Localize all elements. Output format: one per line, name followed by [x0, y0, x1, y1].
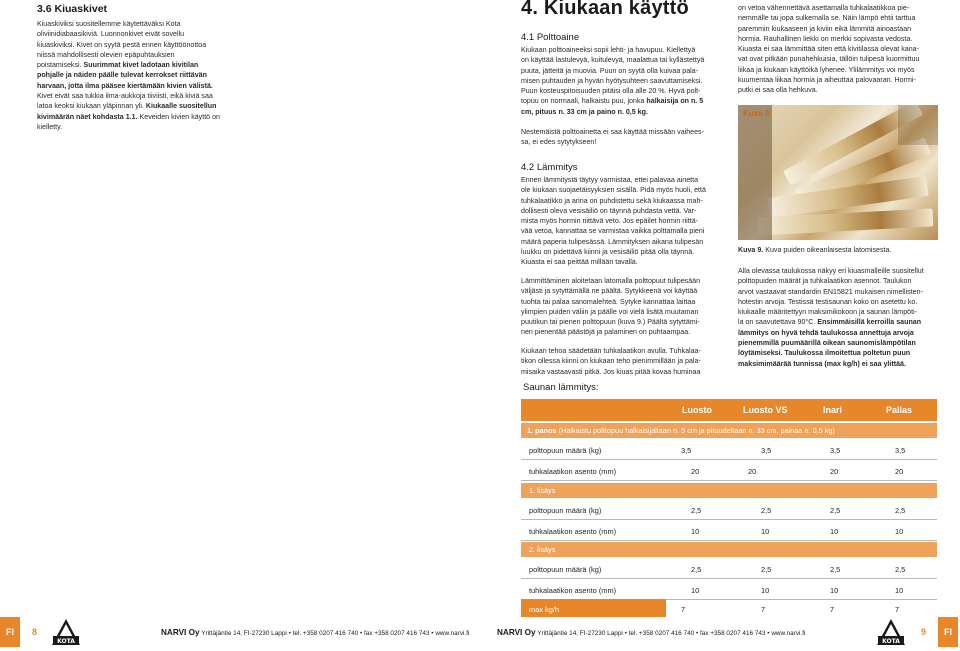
row-value: 10 — [761, 586, 770, 595]
text-line: Kiuasta ei saa peittää millään tavalla. — [521, 258, 638, 267]
bold-line: pienemmillä puumäärillä oikean saunomislämpötilan — [738, 339, 916, 348]
table-row — [521, 558, 937, 579]
text-line: mista myös hormin riittävä veto. Jos epäilet hormin riittä- — [521, 217, 699, 226]
language-tag-right: FI — [938, 617, 958, 647]
row-value: 3,5 — [681, 446, 692, 455]
teho-text — [521, 346, 721, 377]
kota-logo-right — [875, 617, 907, 648]
photo-caption — [738, 245, 938, 255]
text-line: nemmälle tai jopa sulkemalla se. Näin lämpö ehtii tarttua — [738, 14, 916, 23]
row-value: 2,5 — [761, 506, 772, 515]
text-line: Nestemäistä polttoainetta ei saa käyttää missään vaihees- — [521, 128, 704, 136]
table-row — [521, 499, 937, 520]
company-name: NARVI Oy — [497, 628, 536, 637]
row-label: tuhkalaatikon asento (mm) — [529, 527, 617, 536]
row-value: 20 — [691, 467, 700, 476]
text-line: oliviinidiabaasikiviä. Luonnonkivet eivät sovellu — [37, 30, 185, 39]
row-value: 20 — [830, 467, 839, 476]
subheading-lammitys: 4.2 Lämmitys — [521, 162, 578, 173]
kiuaskivet-text — [37, 19, 252, 132]
section-label: 1. lisäys — [529, 486, 556, 495]
text-line: paremmin kiukaaseen ja kiviin eikä lämmitä ainoastaan — [738, 24, 912, 33]
text-line: Puun kosteuspitoisuuden pitäisi olla alle 20 %. Hyvä polt- — [521, 87, 701, 96]
bold-line: harvaan, jotta ilma pääsee kiertämään kivien välistä. — [37, 81, 213, 90]
text-line: nen pienentää päästöjä ja palaminen on puhtaampaa. — [521, 328, 691, 337]
footer-contact-right — [497, 628, 805, 637]
logo-text: KOTA — [57, 638, 75, 645]
table-row — [521, 460, 937, 481]
row-value: 20 — [895, 467, 904, 476]
row-value: 2,5 — [830, 506, 841, 515]
row-value: 10 — [895, 586, 904, 595]
text-line: misen puhtauden ja hyvän hyötysuhteen saavuttamiseksi. — [521, 76, 703, 85]
row-value: 10 — [691, 527, 700, 536]
bold-text: kivimäärän näet kohdasta 1.1. — [37, 112, 138, 121]
company-name: NARVI Oy — [161, 628, 200, 637]
row-label: polttopuun määrä (kg) — [529, 565, 602, 574]
text-line: liikaa ja kiukaan käyttöikä lyhenee. Ylilämmitys voi myös — [738, 65, 915, 74]
logo-text: KOTA — [882, 638, 900, 645]
bold-line: lämmitys on hyvä tehdä taulukossa annettuja arvoja — [738, 328, 914, 337]
text-line: putki ei saa olla hehkuva. — [738, 86, 818, 95]
header-luosto: Luosto — [682, 405, 712, 415]
text-line: tuhkalaatikko ja arina on puhdistettu sekä kiukaassa mah- — [521, 196, 703, 205]
text-line: ole kiukaan suojaetäisyyksien sisällä. Pidä myös huoli, että — [521, 186, 706, 195]
text-line: tikon ollessa kiinni on kiukaan teho pienimmillään ja pala- — [521, 357, 701, 366]
chapter-title: 4. Kiukaan käyttö — [521, 0, 689, 19]
subheading-polttoaine: 4.1 Polttoaine — [521, 32, 580, 43]
bold-text: halkaisija on n. 5 — [646, 97, 704, 106]
text-line: la on saavutettava 90°C. — [738, 318, 816, 327]
firewood-photo — [738, 105, 938, 240]
text-line: polttopuiden määrät ja tuhkalaatikon asennot. Taulukon — [738, 277, 912, 286]
text-line: puuta, jätteitä ja muovia. Puun on syytä olla kuivaa pala- — [521, 66, 699, 75]
text-line: Kiukaan tehoa säädetään tuhkalaatikon avulla. Tuhkalaa- — [521, 347, 701, 355]
text-line: misaika vastaavasti pitkä. Jos kiuas pitää kovaa huminaa — [521, 367, 701, 376]
text-line: poistamiseksi. — [37, 61, 82, 70]
row-value: 2,5 — [895, 506, 906, 515]
text-line: latoa keoksi kiukaan yläpinnan yli. — [37, 102, 144, 111]
row-value: 2,5 — [691, 565, 702, 574]
table-row — [521, 579, 937, 600]
bold-text: Suurimmat kivet ladotaan kivitilan — [83, 61, 199, 70]
max-label: max kg/h — [529, 605, 559, 614]
text-line: Kiuasta ei saa lämmittää siten että kivitilassa olevat kana- — [738, 45, 919, 54]
text-line: puutikun tai pienen polttopuun (kuva 9.) Päältä sytyttämi- — [521, 318, 700, 327]
table-row — [521, 520, 937, 541]
text-line: hormia. Rauhallinen liekki on merkki sopivasta vedosta. — [738, 34, 913, 43]
text-line: tuohta tai palaa sanomalehteä. Sytyke kannattaa laittaa — [521, 297, 696, 306]
text-line: luukku on pidettävä kiinni ja vesisäiliö pitää olla täynnä. — [521, 248, 695, 257]
text-line: topuu on normaali, halkaistu puu, jonka — [521, 97, 645, 106]
section-heading-kiuaskivet: 3.6 Kiuaskivet — [37, 3, 108, 15]
page-footer — [0, 614, 960, 651]
row-value: 3,5 — [761, 446, 772, 455]
text-line: kielletty. — [37, 122, 63, 131]
page-number-right: 9 — [921, 627, 927, 637]
section-label: 1. panos — [527, 426, 557, 435]
sytytys-text — [521, 276, 721, 338]
bold-text: Ensimmäisillä kerroilla saunan — [817, 318, 922, 327]
row-value: 10 — [830, 586, 839, 595]
header-pallas: Pallas — [886, 405, 913, 415]
taulukko-text — [738, 266, 938, 369]
bold-line: cm, pituus n. 33 cm ja paino n. 0,5 kg. — [521, 107, 648, 116]
header-inari: Inari — [823, 405, 843, 415]
page-number-left: 8 — [32, 627, 38, 637]
lammitys-text — [521, 175, 721, 268]
row-label: polttopuun määrä (kg) — [529, 506, 602, 515]
text-line: dollisesti oleva vesisäiliö on täynnä puhdasta vettä. Var- — [521, 206, 697, 215]
bold-line: pohjalle ja näiden päälle tulevat kerrokset riittävän — [37, 71, 207, 80]
language-tag-left: FI — [0, 617, 20, 647]
text-line: ylimpien puiden väliin ja päälle voi vielä lisätä muutaman — [521, 307, 699, 316]
text-line: Kiuaskiviksi suositellemme käytettäväksi Kota — [37, 20, 181, 28]
header-luosto-vs: Luosto VS — [743, 405, 788, 415]
row-value: 10 — [691, 586, 700, 595]
section-note: (Halkaistu polttopuu halkaisijaltaan n. 5 cm ja pituudeltaan n. 33 cm, painaa n. 0,5 kg) — [558, 426, 835, 435]
bold-line: löytämiseksi. Taulukossa ilmoitettua poltetun puun — [738, 349, 911, 358]
company-address: Yrittäjäntie 14, FI-27230 Lappi • tel. +358 0207 416 740 • fax +358 0207 416 743 • www.narvi.fi — [537, 630, 806, 637]
row-value: 20 — [748, 467, 757, 476]
bold-text: Kiukaalle suositellun — [145, 102, 217, 111]
row-value: 3,5 — [895, 446, 906, 455]
text-line: hotestin arvoja. Testissä testisaunan koko on asetettu ko. — [738, 297, 918, 306]
text-line: kiukaalle määritettyyn maksimikokoon ja saunan lämpöti- — [738, 308, 917, 317]
text-line: Kiukaan polttoaineeksi sopii lehti- ja havupuu. Kiellettyä — [521, 46, 696, 54]
row-value: 2,5 — [691, 506, 702, 515]
heating-table — [521, 399, 937, 617]
text-line: kuumentaa liikaa hormia ja aiheuttaa palovaaran. Hormi- — [738, 76, 916, 85]
table-title: Saunan lämmitys: — [523, 382, 599, 393]
row-value: 7 — [830, 605, 835, 614]
footer-contact-left — [161, 628, 469, 637]
section-label: 2. lisäys — [529, 545, 556, 554]
caption-label: Kuva 9. — [738, 246, 764, 254]
text-line: on vetoa vähennettävä asettamalla tuhkalaatikkoa pie- — [738, 4, 910, 12]
text-line: Lämmittäminen aloitetaan latomalla polttopuut tulipesään — [521, 277, 701, 285]
text-line: niissä mahdollisesti olevien epäpuhtauksien — [37, 50, 175, 59]
table-section-2 — [521, 483, 937, 498]
row-label: tuhkalaatikon asento (mm) — [529, 586, 617, 595]
text-line: väljästi ja sytyttämällä ne päältä. Sytykkeenä voi käyttää — [521, 287, 698, 296]
table-row — [521, 439, 937, 460]
text-line: Ennen lämmitystä täytyy varmistaa, ettei palavaa ainetta — [521, 176, 699, 184]
photo-label: Kuva 9. — [743, 109, 772, 118]
text-line: sa, ei edes sytytykseen! — [521, 138, 597, 147]
text-line: on käyttää lastulevyä, kuitulevyä, maalattua tai kyllästettyä — [521, 56, 705, 65]
text-line: arvot vastaavat standardin EN15821 mukaisen nimellisten- — [738, 287, 923, 296]
row-label: polttopuun määrä (kg) — [529, 446, 602, 455]
row-label: tuhkalaatikon asento (mm) — [529, 467, 617, 476]
kota-logo-left — [50, 617, 82, 648]
text-line: määrä paperia tulipesässä. Lämmityksen aikana tulipesän — [521, 237, 704, 246]
row-value: 7 — [681, 605, 686, 614]
row-value: 3,5 — [830, 446, 841, 455]
table-header-row — [521, 399, 937, 421]
row-value: 2,5 — [830, 565, 841, 574]
text-line: vää vetoa, kannattaa se varmistaa vaikka polttamalla pieni — [521, 227, 705, 236]
text-line: vat ovat pitkään punahehkuisia, tällöin tulipesä kuormittuu — [738, 55, 920, 64]
row-value: 10 — [895, 527, 904, 536]
row-value: 2,5 — [761, 565, 772, 574]
company-address: Yrittäjäntie 14, FI-27230 Lappi • tel. +358 0207 416 740 • fax +358 0207 416 743 • www.narvi.fi — [201, 630, 470, 637]
table-section-3 — [521, 542, 937, 557]
row-value: 10 — [761, 527, 770, 536]
row-value: 10 — [830, 527, 839, 536]
warning-text — [521, 127, 721, 148]
text-line: Keveiden kivien käyttö on — [139, 112, 220, 121]
row-value: 2,5 — [895, 565, 906, 574]
table-section-1 — [521, 423, 937, 438]
row-value: 7 — [895, 605, 900, 614]
text-line: kiuaskiviksi. Kivet on syytä pestä ennen käyttöönottoa — [37, 40, 207, 49]
row-value: 7 — [761, 605, 766, 614]
veto-text — [738, 3, 938, 96]
caption-text: Kuva puiden oikeanlaisesta latomisesta. — [765, 246, 892, 254]
text-line: Alla olevassa taulukossa näkyy eri kiuasmalleille suositellut — [738, 267, 924, 275]
polttoaine-text — [521, 45, 721, 117]
bold-line: maksimimäärää tunnissa (max kg/h) ei saa ylittää. — [738, 359, 906, 368]
text-line: Kivet eivät saa tukkia ilma-aukkoja tiiviisti, eikä kiviä saa — [37, 92, 213, 101]
